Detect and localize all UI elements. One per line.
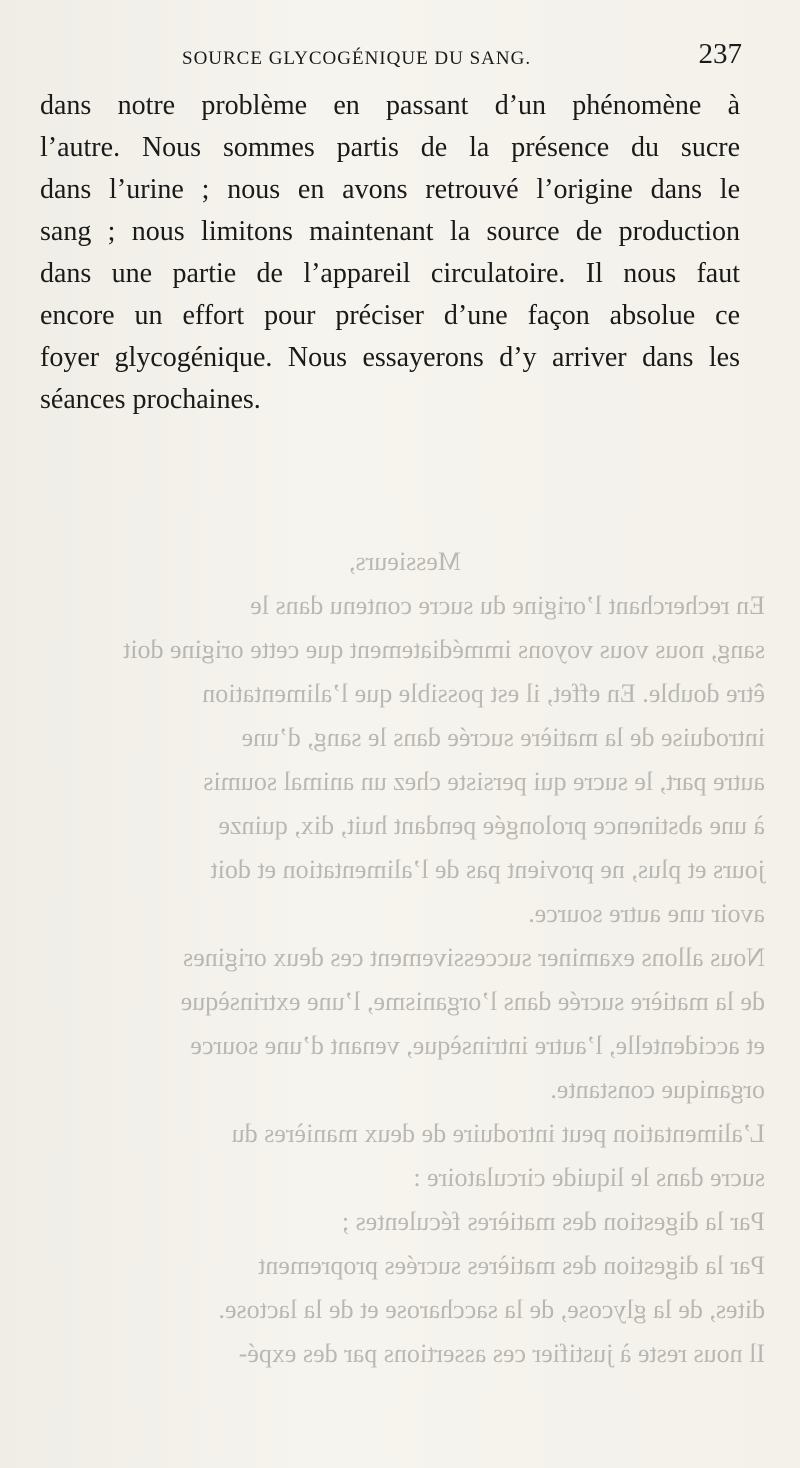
show-through-line: sang, nous vous voyons immédiatement que cette origine doit xyxy=(123,635,765,664)
text-line: l’autre. Nous sommes partis de la présence du sucre xyxy=(40,132,740,163)
show-through-salutation: Messieurs, xyxy=(349,547,461,576)
show-through-line: Par la digestion des matières sucrées proprement xyxy=(258,1251,765,1280)
page-header xyxy=(182,38,742,78)
show-through-line: à une abstinence prolongée pendant huit, dix, quinze xyxy=(218,811,765,840)
text-line: encore un effort pour préciser d’une façon absolue ce xyxy=(40,300,740,331)
show-through-line: Il nous reste à justifier ces assertions par des expé- xyxy=(238,1339,765,1368)
show-through-line: sucre dans le liquide circulatoire : xyxy=(413,1163,765,1192)
show-through-line: Par la digestion des matières féculentes ; xyxy=(341,1207,765,1236)
text-line: dans notre problème en passant d’un phénomène à xyxy=(40,90,740,121)
text-line: séances prochaines. xyxy=(40,384,261,415)
show-through-line: introduise de la matière sucrée dans le sang, d’une xyxy=(241,723,765,752)
show-through-text xyxy=(45,540,765,1376)
show-through-line: organique constante. xyxy=(550,1075,765,1104)
show-through-line: jours et plus, ne provient pas de l’alimentation et doit xyxy=(210,855,765,884)
running-title: SOURCE GLYCOGÉNIQUE DU SANG. xyxy=(182,48,532,69)
text-line: foyer glycogénique. Nous essayerons d’y arriver dans les xyxy=(40,342,740,373)
text-line: dans l’urine ; nous en avons retrouvé l’origine dans le xyxy=(40,174,740,205)
text-line: sang ; nous limitons maintenant la source de production xyxy=(40,216,740,247)
show-through-line: L’alimentation peut introduire de deux manières du xyxy=(231,1119,765,1148)
show-through-line: de la matière sucrée dans l’organisme, l’une extrinsèque xyxy=(180,987,765,1016)
show-through-line: En recherchant l’origine du sucre contenu dans le xyxy=(250,591,765,620)
show-through-line: avoir une autre source. xyxy=(528,899,765,928)
body-text xyxy=(40,85,740,421)
show-through-line: dites, de la glycose, de la saccharose et de la lactose. xyxy=(218,1295,765,1324)
page-number: 237 xyxy=(698,38,742,70)
show-through-line: être double. En effet, il est possible que l’alimentation xyxy=(202,679,765,708)
text-line: dans une partie de l’appareil circulatoire. Il nous faut xyxy=(40,258,740,289)
show-through-line: Nous allons examiner successivement ces deux origines xyxy=(183,943,765,972)
show-through-line: autre part, le sucre qui persiste chez un animal soumis xyxy=(203,767,765,796)
show-through-line: et accidentelle, l’autre intrinsèque, venant d’une source xyxy=(190,1031,765,1060)
